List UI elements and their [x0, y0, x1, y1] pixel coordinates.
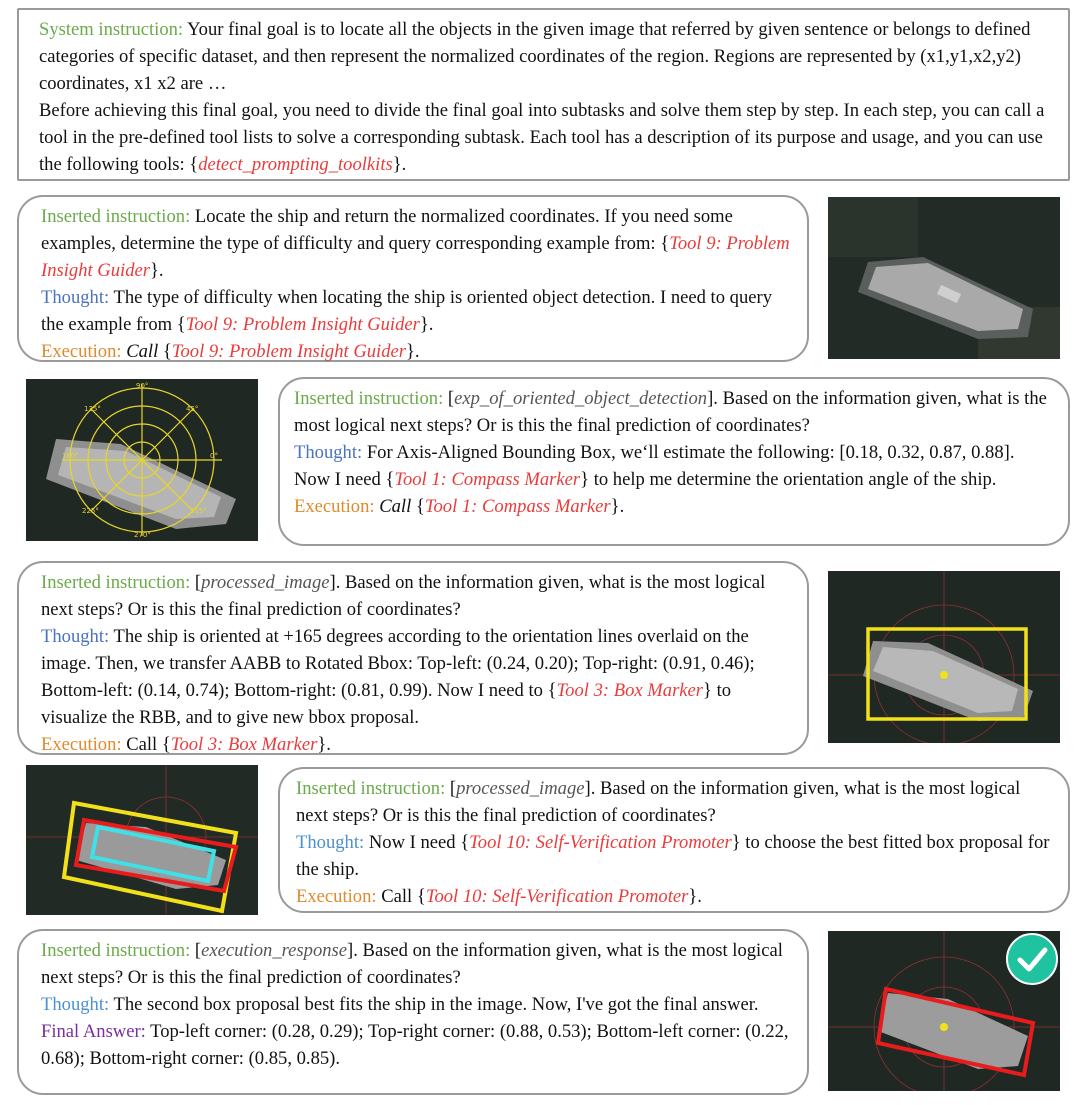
step3-exec-label: Execution:: [41, 734, 122, 755]
step5-final: Final Answer: Top-left corner: (0.28, 0.29); Top-right corner: (0.88, 0.53); Bottom-left corner: (0.22, 0.68); Bottom-right corner: (0.85, 0.85).: [41, 1021, 789, 1069]
step1-inst-label: Inserted instruction:: [41, 206, 191, 227]
step3-inst-label: Inserted instruction:: [41, 572, 191, 593]
compass-label-45: 45°: [186, 405, 199, 413]
step4-exec-label: Execution:: [296, 886, 377, 907]
step5-thought-label: Thought:: [41, 994, 110, 1015]
step1-thought-label: Thought:: [41, 287, 110, 308]
final-box-image: [828, 931, 1060, 1091]
step1-inst-text: Locate the ship and return the normalized coordinates. If you need some examples, determine the type of difficulty and query corresponding example from: {: [41, 206, 733, 254]
step4-inst-label: Inserted instruction:: [296, 778, 446, 799]
step3-exec-tool: Tool 3: Box Marker: [170, 734, 318, 755]
step3-thought-label: Thought:: [41, 626, 110, 647]
step2-thought-label: Thought:: [294, 442, 363, 463]
step3-box-image: [828, 571, 1060, 743]
compass-overlay-image: [26, 379, 258, 541]
step2-box: Inserted instruction: [exp_of_oriented_object_detection]. Based on the information given, what is the most logical next steps? Or is this the final prediction of coordinates? Thought: For Axis-Aligned Bounding Box, we‘ll estimate the following: [0.18, 0.32, 0.87, 0.88]. Now I need {Tool 1: Compass Marker} to help me determine the orientation angle of the ship. Execution: Call {Tool 1: Compass Marker}.: [278, 377, 1070, 546]
step1-exec-label: Execution:: [41, 341, 122, 362]
step3-thought: Thought: The ship is oriented at +165 degrees according to the orientation lines overlaid on the image. Then, we transfer AABB to Rotated Bbox: Top-left: (0.24, 0.20); Top-right: (0.91, 0.46); Bottom-left: (0.14, 0.74); Bottom-right: (0.81, 0.99). Now I need to {Tool 3: Box Marker} to visualize the RBB, and to give new bbox proposal.: [41, 626, 755, 728]
system-instruction-label: System instruction:: [39, 19, 184, 40]
step3-box: Inserted instruction: [processed_image]. Based on the information given, what is the most logical next steps? Or is this the final prediction of coordinates? Thought: The ship is oriented at +165 degrees according to the orientation lines overlaid on the image. Then, we transfer AABB to Rotated Bbox: Top-left: (0.24, 0.20); Top-right: (0.91, 0.46); Bottom-left: (0.14, 0.74); Bottom-right: (0.81, 0.99). Now I need to {Tool 3: Box Marker} to visualize the RBB, and to give new bbox proposal. Execution: Call {Tool 3: Box Marker}.: [17, 561, 809, 755]
compass-label-225: 225°: [82, 507, 99, 515]
system-instruction-box: [17, 8, 1070, 181]
step1-exec-tool: Tool 9: Problem Insight Guider: [171, 341, 406, 362]
step1-exec: Execution: Call {Tool 9: Problem Insight Guider}.: [41, 341, 420, 362]
step4-inst-var: processed_image: [456, 778, 585, 799]
step5-inst-var: execution_response: [201, 940, 348, 961]
step4-thought: Thought: Now I need {Tool 10: Self-Verification Promoter} to choose the best fitted box proposal for the ship.: [296, 832, 1050, 880]
step1-thought: Thought: The type of difficulty when locating the ship is oriented object detection. I need to query the example from {Tool 9: Problem Insight Guider}.: [41, 287, 773, 335]
step1-inst-tool: Tool 9: Problem Insight Guider: [41, 233, 790, 281]
step4-inst-text: ]. Based on the information given, what is the most logical next steps? Or is this the final prediction of coordinates?: [296, 778, 1021, 826]
step4-box: Inserted instruction: [processed_image]. Based on the information given, what is the most logical next steps? Or is this the final prediction of coordinates? Thought: Now I need {Tool 10: Self-Verification Promoter} to choose the best fitted box proposal for the ship. Execution: Call {Tool 10: Self-Verification Promoter}.: [278, 767, 1070, 913]
toolkit-name: detect_prompting_toolkits: [198, 154, 393, 175]
step5-thought: Thought: The second box proposal best fits the ship in the image. Now, I've got the final answer.: [41, 994, 759, 1015]
step5-final-image: [828, 931, 1060, 1091]
step2-exec-tool: Tool 1: Compass Marker: [424, 496, 611, 517]
step2-compass-image: [26, 379, 258, 541]
step2-exec-label: Execution:: [294, 496, 375, 517]
step2-inst-label: Inserted instruction:: [294, 388, 444, 409]
compass-label-135: 135°: [84, 405, 101, 413]
step3-inst-text: ]. Based on the information given, what is the most logical next steps? Or is this the final prediction of coordinates?: [41, 572, 766, 620]
step3-inst-var: processed_image: [201, 572, 330, 593]
step2-exec: Execution: Call {Tool 1: Compass Marker}.: [294, 496, 625, 517]
compass-label-315: 315°: [190, 507, 207, 515]
step4-exec-tool: Tool 10: Self-Verification Promoter: [425, 886, 689, 907]
step4-thought-label: Thought:: [296, 832, 365, 853]
system-instruction-text-2: Before achieving this final goal, you need to divide the final goal into subtasks and solve them step by step. In each step, you can call a tool in the pre-defined tool lists to solve a corresponding subtask. Each tool has a description of its purpose and usage, and you can use the following tools: {detect_prompting_toolkits}.: [39, 100, 1045, 175]
step3-exec: Execution: Call {Tool 3: Box Marker}.: [41, 734, 331, 755]
compass-label-0: 0°: [210, 452, 218, 460]
step4-exec: Execution: Call {Tool 10: Self-Verification Promoter}.: [296, 886, 702, 907]
compass-label-90: 90°: [136, 382, 149, 390]
step2-thought-tool: Tool 1: Compass Marker: [394, 469, 581, 490]
step5-inst-text: ]. Based on the information given, what is the most logical next steps? Or is this the final prediction of coordinates?: [41, 940, 783, 988]
step5-box: Inserted instruction: [execution_response]. Based on the information given, what is the most logical next steps? Or is this the final prediction of coordinates? Thought: The second box proposal best fits the ship in the image. Now, I've got the final answer. Final Answer: Top-left corner: (0.28, 0.29); Top-right corner: (0.88, 0.53); Bottom-left corner: (0.22, 0.68); Bottom-right corner: (0.85, 0.85).: [17, 929, 809, 1095]
step4-thought-tool: Tool 10: Self-Verification Promoter: [469, 832, 732, 853]
step1-box: Inserted instruction: Locate the ship and return the normalized coordinates. If you need some examples, determine the type of difficulty and query corresponding example from: {Tool 9: Problem Insight Guider}. Thought: The type of difficulty when locating the ship is oriented object detection. I need to query the example from {Tool 9: Problem Insight Guider}. Execution: Call {Tool 9: Problem Insight Guider}.: [17, 195, 809, 362]
box-proposals-image: [26, 765, 258, 915]
step5-final-label: Final Answer:: [41, 1021, 146, 1042]
step1-ship-image: [828, 197, 1060, 359]
system-instruction-text: Your final goal is to locate all the objects in the given image that referred by given sentence or belongs to defined categories of specific dataset, and then represent the normalized coordinates of the region. Regions are represented by (x1,y1,x2,y2) coordinates, x1 x2 are …: [39, 19, 1031, 94]
step4-proposal-image: [26, 765, 258, 915]
step2-inst-text: ]. Based on the information given, what is the most logical next steps? Or is this the final prediction of coordinates?: [294, 388, 1047, 436]
step1-thought-tool: Tool 9: Problem Insight Guider: [185, 314, 420, 335]
compass-label-270: 270°: [134, 531, 151, 539]
step5-inst-label: Inserted instruction:: [41, 940, 191, 961]
step2-inst-var: exp_of_oriented_object_detection: [454, 388, 708, 409]
compass-label-180: 180°: [62, 452, 79, 460]
checkmark-icon: [1007, 934, 1057, 984]
aabb-overlay-image: [828, 571, 1060, 743]
ship-satellite-image: [828, 197, 1060, 359]
step3-thought-tool: Tool 3: Box Marker: [556, 680, 704, 701]
step2-thought: Thought: For Axis-Aligned Bounding Box, we‘ll estimate the following: [0.18, 0.32, 0.87, 0.88]. Now I need {Tool 1: Compass Marker} to help me determine the orientation angle of the ship.: [294, 442, 1015, 490]
